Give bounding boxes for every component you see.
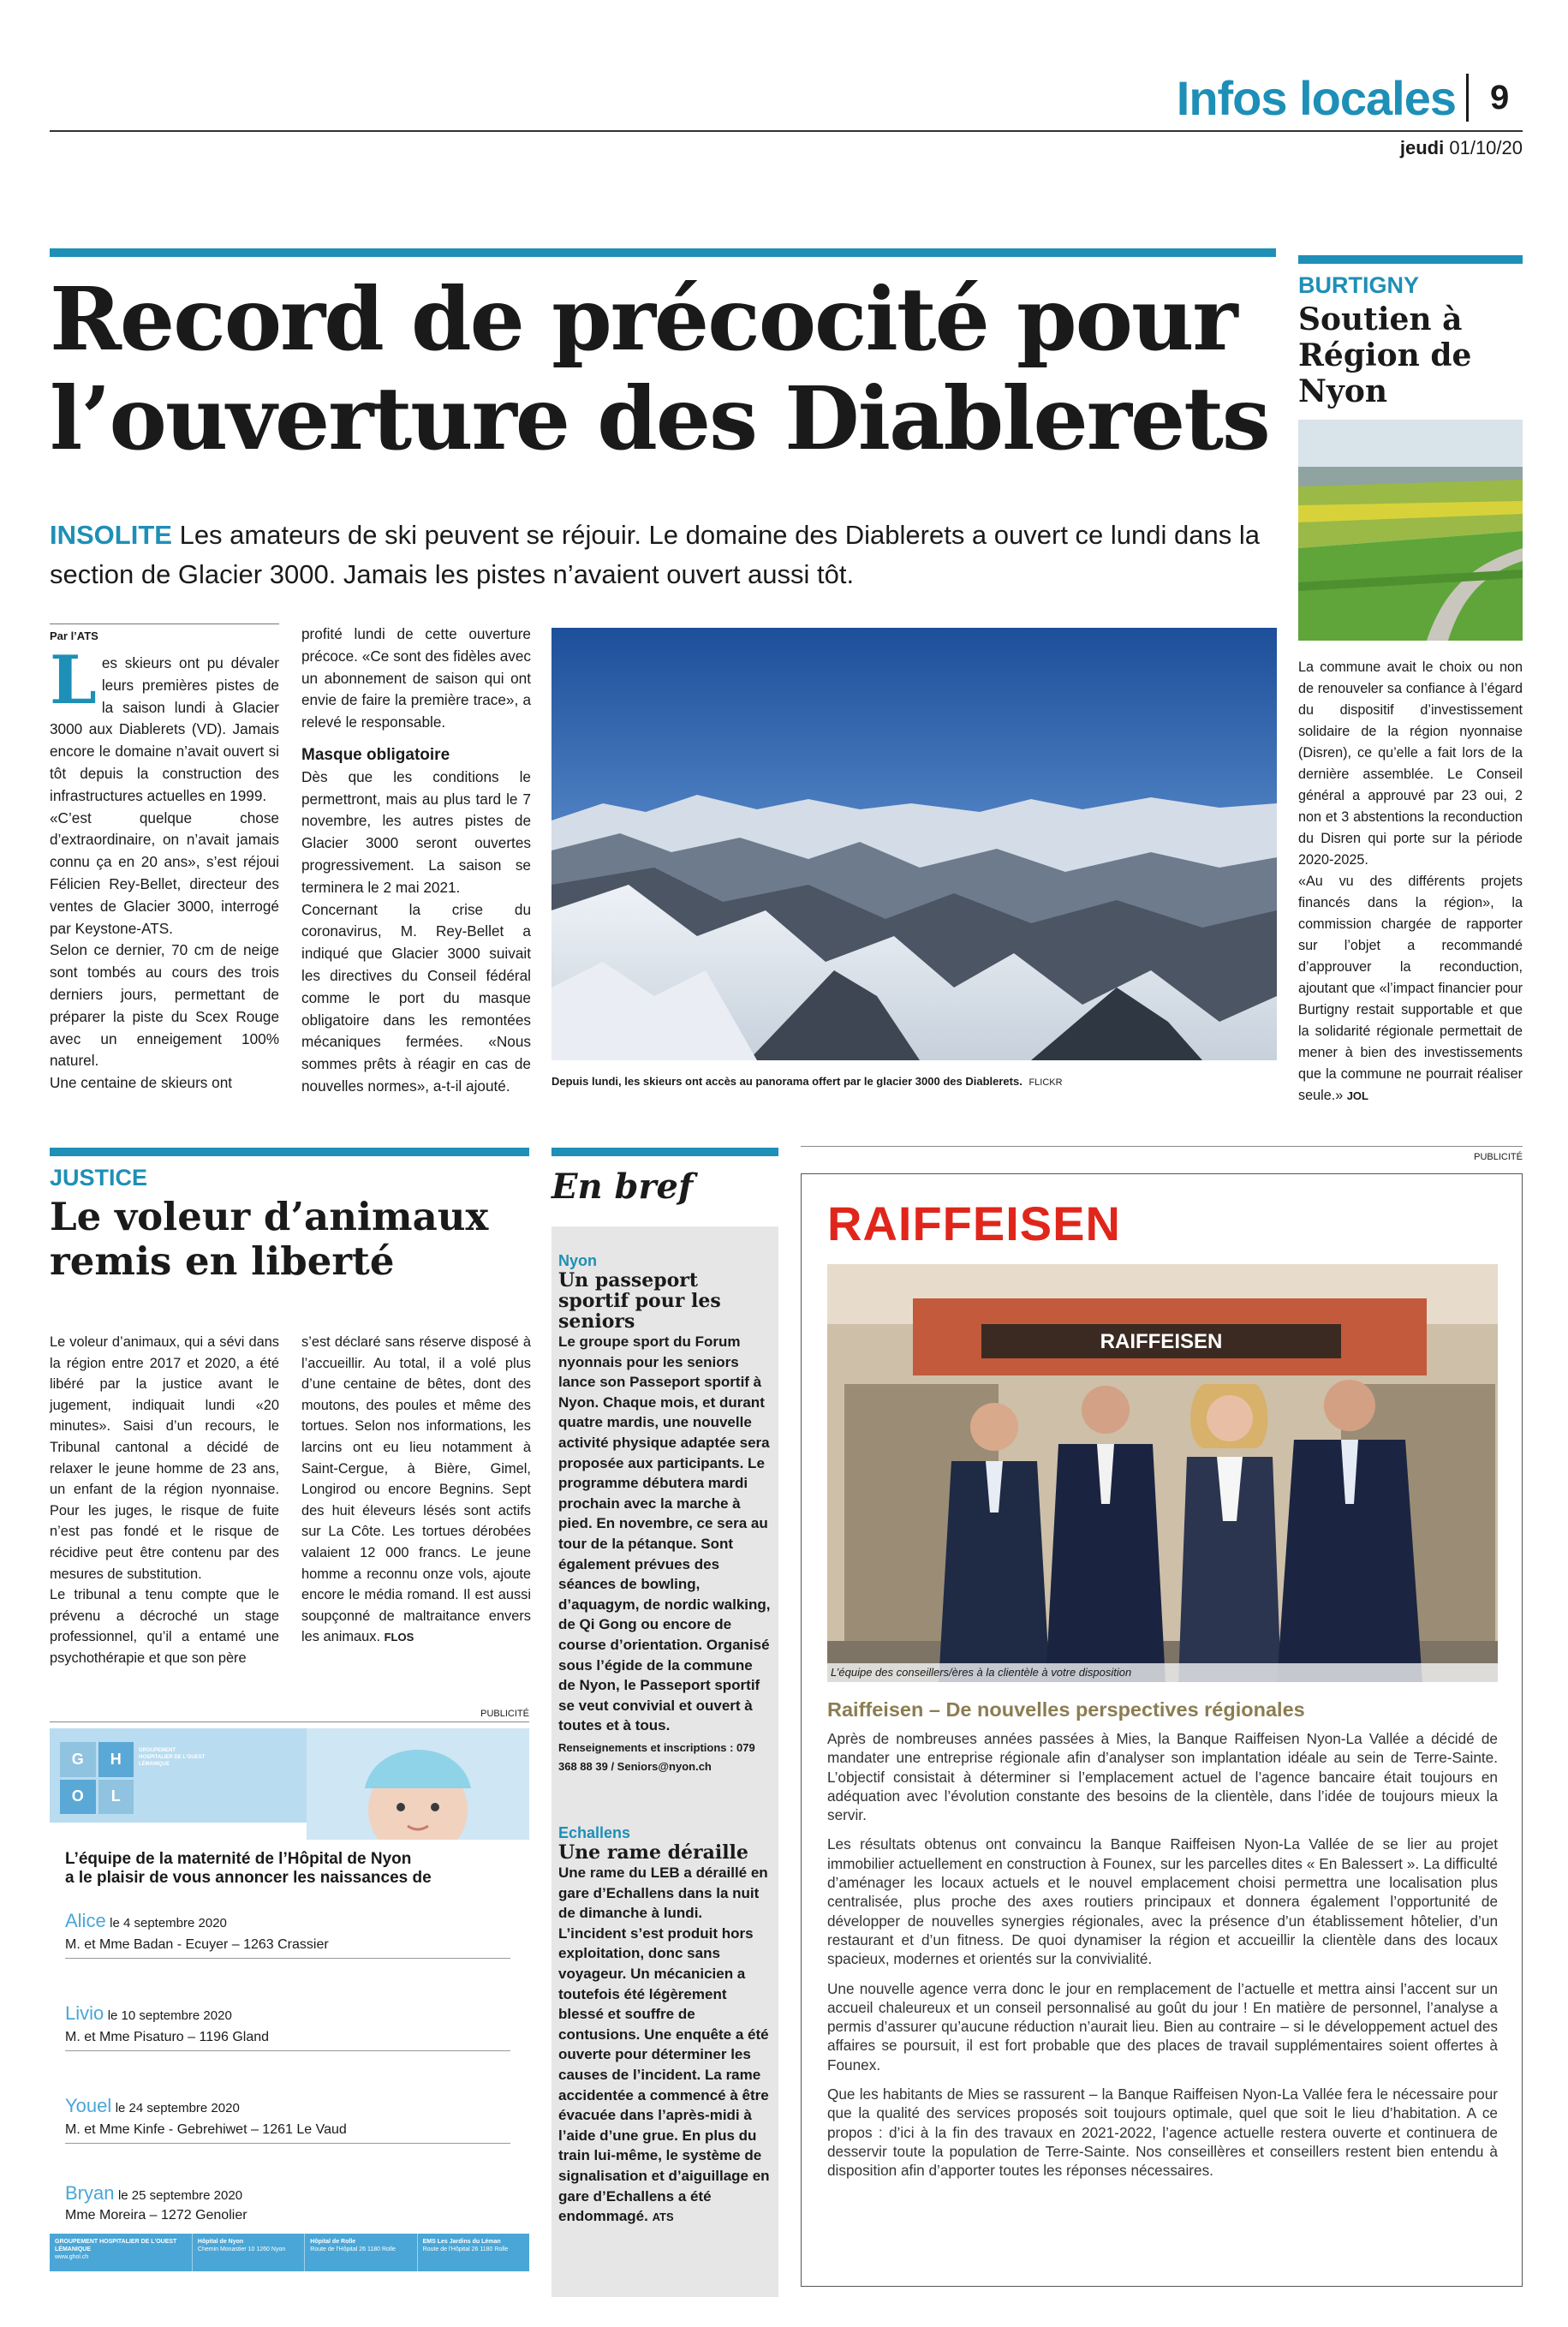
justice-headline-line1: Le voleur d’animaux — [50, 1194, 489, 1239]
maternity-footer-item-4 — [417, 2234, 529, 2271]
justice-headline-line2: remis en liberté — [50, 1238, 395, 1284]
photo-caption-text: Depuis lundi, les skieurs ont accès au panorama offert par le glacier 3000 des Diablerets. — [551, 1075, 1022, 1088]
maternity-headline-line1: L’équipe de la maternité de l’Hôpital de Nyon — [65, 1850, 412, 1868]
issue-date-value: 01/10/20 — [1449, 137, 1523, 158]
sidebar-paragraph-2-text: «Au vu des différents projets financés dans la région», la commission chargée de rapporter sur l’objet a recommandé d’approuver la reconduction, ajoutant que «l’impact financier pour Burtigny restait supportable et que la solidarité régionale permettait de mener à bien des investissements que la commune ne pourrait réaliser seule.» — [1298, 874, 1523, 1103]
col1-body — [50, 641, 279, 1095]
birth-2-parents: M. et Mme Pisaturo – 1196 Gland — [65, 2030, 270, 2044]
footer-2-title: Hôpital de Nyon — [197, 2239, 244, 2245]
item1-title: Un passeport sportif pour les seniors — [558, 1269, 721, 1333]
raiffeisen-paragraph-1: Après de nombreuses années passées à Mies, la Banque Raiffeisen Nyon-La Vallée a décidé de mandater une entreprise régionale afin d’analyser son implantation idéale au sein de Terre-Sainte. L’objectif consistait à déterminer si l’emplacement actuel de l’agence bancaire était toujours en adéquation avec l’évolution constante des besoins de la clientèle, dans l’idée de toujours mieux la servir. — [827, 1730, 1498, 1824]
header-rule — [50, 130, 1523, 132]
col2-subhead: Masque obligatoire — [301, 745, 450, 764]
ghol-logo-letter-g: G — [60, 1742, 96, 1777]
justice-col2-text: s’est déclaré sans réserve disposé à l’accueillir. Au total, il a volé plus d’une centaine de bêtes, dont des moutons, des poules et même des tortues. Selon nos informations, les larcins ont eu lieu notamment à Saint-Cergue, à Bière, Gimel, Longirod ou encore Begnins. Sept des huit éleveurs lésés sont actifs sur La Côte. Les tortues dérobées valaient 12 000 francs. Le jeune homme a reconnu onze vols, ajoute encore le média romand. Il est aussi soupçonné de maltraitance envers les animaux. — [301, 1334, 531, 1645]
justice-col1 — [50, 1332, 279, 1669]
main-article-rule — [50, 248, 1276, 257]
team-photo-image — [827, 1264, 1498, 1682]
issue-day: jeudi — [1399, 137, 1445, 158]
diablerets-photo — [551, 628, 1277, 1060]
maternity-ad — [50, 1728, 529, 2219]
photo-credit: FLICKR — [1028, 1077, 1063, 1088]
raiffeisen-ad-title: Raiffeisen – De nouvelles perspectives régionales — [827, 1698, 1305, 1721]
sidebar-rule — [1298, 255, 1523, 264]
raiffeisen-logo: RAIFFEISEN — [827, 1196, 1121, 1250]
item2-title: Une rame déraille — [558, 1841, 748, 1864]
raiffeisen-ad-top-rule — [801, 1146, 1523, 1147]
birth-3-rule — [65, 2143, 510, 2144]
col2-paragraph-2: Dès que les conditions le permettront, mais au plus tard le 7 novembre, les autres pistes de Glacier 3000 seront ouvertes progressivement. La saison se terminera le 2 mai 2021. — [301, 767, 531, 896]
footer-1-sub: www.ghol.ch — [55, 2254, 89, 2260]
col1-paragraph-2: «C’est quelque chose d’extraordinaire, on n’avait jamais connu ça en 20 ans», s’est réjoui Félicien Rey-Bellet, directeur des ventes de Glacier 3000, interrogé par Keystone-ATS. — [50, 808, 279, 937]
photo-caption-bar: L’équipe des conseillers/ères à la clientèle à votre disposition — [827, 1663, 1498, 1682]
birth-1-name: Alice — [65, 1910, 106, 1931]
header-divider — [1466, 74, 1469, 122]
raiffeisen-team-photo — [827, 1264, 1498, 1682]
item1-info: Renseignements et inscriptions : 079 368 88 39 / Seniors@nyon.ch — [558, 1740, 755, 1773]
main-article-col1 — [50, 624, 279, 1095]
main-article-col2 — [301, 624, 531, 1098]
main-headline-line2: l’ouverture des Diablerets — [50, 367, 1269, 469]
justice-rule — [50, 1148, 529, 1156]
birth-announcement-1 — [65, 1910, 510, 1959]
baby-photo — [307, 1728, 529, 1840]
item1-text: Le groupe sport du Forum nyonnais pour les seniors lance son Passeport sportif à Nyon. Chaque mois, et durant quatre mardis, une nouvelle activité physique adaptée sera proposée aux participants. Le programme débutera mardi prochain avec la marche à pied. En novembre, ce sera au tour de la pétanque. Sont également prévues des séances de bowling, d’aquagym, de nordic walking, de Qi Gong ou encore de course d’orientation. Organisé sous l’égide de la commune de Nyon, le Passeport sportif se veut convivial et ouvert à toutes et à tous. — [558, 1334, 771, 1734]
birth-announcement-4 — [65, 2182, 510, 2205]
justice-signature: FLOS — [384, 1631, 414, 1644]
birth-1-date: le 4 septembre 2020 — [110, 1916, 227, 1930]
birth-2-date: le 10 septembre 2020 — [107, 2008, 232, 2023]
raiffeisen-publicite-label: PUBLICITÉ — [1474, 1152, 1523, 1162]
col1-paragraph-3: Selon ce dernier, 70 cm de neige sont tombés au cours des trois derniers jours, permettant de préparer la piste du Scex Rouge avec un enneigement 100% naturel. — [50, 941, 279, 1070]
birth-4-date: le 25 septembre 2020 — [117, 2188, 243, 2203]
main-article-headline — [50, 270, 1291, 468]
raiffeisen-paragraph-2: Les résultats obtenus ont convaincu la Banque Raiffeisen Nyon-La Vallée de se lier au projet immobilier actuellement en construction à Founex, sur les parcelles dites « En Balessert ». La difficulté d’aménager les locaux actuels et le nouvel emplacement choisi permettra une localisation plus centralisée, plus proche des axes routiers principaux et donnera également l’opportunité de développer de nouvelles synergies régionales, avec la présence d’un établissement hôtelier, d’un restaurant et d’un fitness. De quoi dynamiser la région et accueillir la clientèle dans des locaux spacieux, modernes et orientés sur la convivialité. — [827, 1835, 1498, 1968]
issue-date — [1336, 137, 1523, 159]
maternity-footer-item-2 — [192, 2234, 304, 2271]
ghol-logo-letter-h: H — [98, 1742, 134, 1777]
ghol-logo-text: GROUPEMENT HOSPITALIER DE L'OUEST LÉMANIQUE — [139, 1748, 206, 1767]
team-photo-sign-text: RAIFFEISEN — [1100, 1330, 1223, 1353]
justice-col1-paragraph-1: Le voleur d’animaux, qui a sévi dans la région entre 2017 et 2020, a été libéré par la justice avant le jugement, indiquait lundi «20 minutes». Saisi d’un recours, le Tribunal cantonal a décidé de relaxer le jeune homme de 23 ans, un enfant de la région nyonnaise. Pour les juges, le risque de fuite n’est pas fondé et le risque de récidive peut être contenu par des mesures de substitution. — [50, 1334, 279, 1582]
photo-caption — [551, 1075, 1279, 1088]
raiffeisen-ad — [801, 1173, 1523, 2287]
justice-col1-paragraph-2: Le tribunal a tenu compte que le prévenu a décroché un stage professionnel, qu’il a entamé une psychothérapie et que son père — [50, 1587, 279, 1666]
main-article-lead — [50, 516, 1266, 594]
sidebar-body — [1298, 657, 1523, 1107]
raiffeisen-paragraph-3: Une nouvelle agence verra donc le jour en remplacement de l’actuelle et mettra ainsi l’accent sur un accueil chaleureux et un conseil personnalisé au goût du jour ! En matière de personnel, l’analyse a permis d’assurer qu’aucune réduction n’aurait lieu. Bien au contraire – si le développement actuel des affaires se poursuit, il est fort probable que des places de travail supplémentaires soient offertes à Founex. — [827, 1979, 1498, 2073]
birth-3-name: Youel — [65, 2095, 112, 2116]
lead-kicker: INSOLITE — [50, 520, 172, 550]
sidebar-title: Soutien à Région de Nyon — [1298, 301, 1472, 409]
footer-1-title: GROUPEMENT HOSPITALIER DE L'OUEST LÉMANIQUE — [55, 2239, 177, 2252]
maternity-publicite-label: PUBLICITÉ — [480, 1709, 529, 1719]
col2-paragraph-3: Concernant la crise du coronavirus, M. Rey-Bellet a indiqué que Glacier 3000 suivait les directives du Conseil fédéral comme le port du masque obligatoire dans les remontées mécaniques fermées. «Nous sommes prêts à réagir en cas de nouvelles normes», a-t-il ajouté. — [301, 900, 531, 1095]
sidebar-paragraph-1: La commune avait le choix ou non de renouveler sa confiance à l’égard du dispositif d’investissement solidaire de la région nyonnaise (Disren), ce qu’elle a fait lors de la dernière assemblée. Le Conseil général a approuvé par 23 oui, 2 non et 3 abstentions la reconduction du Disren qui porte sur la période 2020-2025. — [1298, 659, 1523, 868]
item2-text-body: Une rame du LEB a déraillé en gare d’Echallens dans la nuit de dimanche à lundi. L’incident s’est produit hors exploitation, donc sans voyageur. Un mécanicien a toutefois été légèrement blessé et souffre de contusions. Une enquête a été ouverte pour déterminer les causes de l’incident. La rame accidentée a commencé à être évacuée dans l’après-midi à l’aide d’une grue. En plus du train lui-même, le système de signalisation et d’aiguillage en gare d’Echallens a été endommagé. — [558, 1865, 770, 2225]
col1-paragraph-1: es skieurs ont pu dévaler leurs premières pistes de la saison lundi à Glacier 3000 aux Diablerets (VD). Jamais encore le domaine n’avait ouvert si tôt depuis la construction des infrastructures actuelles en 1999. — [50, 654, 279, 804]
item2-signature: ATS — [652, 2211, 674, 2224]
countryside-image — [1298, 420, 1523, 641]
en-bref-rule — [551, 1148, 778, 1156]
birth-announcement-3 — [65, 2095, 510, 2144]
birth-1-rule — [65, 1958, 510, 1959]
ghol-logo — [60, 1742, 134, 1814]
birth-4-name: Bryan — [65, 2182, 115, 2204]
section-title: Infos locales — [1176, 71, 1456, 125]
justice-col2-paragraph-1 — [301, 1332, 531, 1649]
birth-2-rule — [65, 2050, 510, 2051]
footer-2-sub: Chemin Monastier 10 1260 Nyon — [197, 2246, 286, 2252]
burtigny-photo — [1298, 420, 1523, 641]
justice-col2 — [301, 1332, 531, 1649]
col2-paragraph-1: profité lundi de cette ouverture précoce. «Ce sont des fidèles avec un abonnement de saison qui ont envie de faire la première trace», a relevé le responsable. — [301, 625, 531, 731]
item1-place: Nyon — [558, 1252, 597, 1269]
justice-kicker: JUSTICE — [50, 1165, 148, 1190]
main-headline-line1: Record de précocité pour — [50, 268, 1237, 370]
footer-4-title: EMS Les Jardins du Léman — [422, 2239, 501, 2245]
maternity-footer-item-1 — [50, 2234, 192, 2271]
birth-announcement-2 — [65, 2002, 510, 2051]
birth-4-parents-line: Mme Moreira – 1272 Genolier — [65, 2208, 247, 2223]
ghol-logo-letter-l: L — [98, 1780, 134, 1815]
birth-2-name: Livio — [65, 2002, 104, 2024]
footer-3-sub: Route de l'Hôpital 26 1180 Rolle — [310, 2246, 396, 2252]
sidebar-signature: JOL — [1346, 1089, 1368, 1102]
page-number: 9 — [1490, 79, 1510, 116]
sidebar-kicker: BURTIGNY — [1298, 272, 1419, 298]
birth-3-date: le 24 septembre 2020 — [115, 2101, 240, 2115]
col1-paragraph-4: Une centaine de skieurs ont — [50, 1074, 233, 1092]
ghol-logo-letter-o: O — [60, 1780, 96, 1815]
maternity-headline-line2: a le plaisir de vous annoncer les naissances de — [65, 1869, 432, 1887]
en-bref-title: En bref — [551, 1166, 694, 1207]
maternity-footer — [50, 2234, 529, 2271]
sidebar-paragraph-2 — [1298, 871, 1523, 1107]
maternity-headline — [65, 1850, 510, 1888]
footer-4-sub: Route de l'Hôpital 26 1180 Rolle — [422, 2246, 509, 2252]
byline: Par l’ATS — [50, 629, 98, 642]
maternity-footer-item-3 — [304, 2234, 416, 2271]
birth-1-parents: M. et Mme Badan - Ecuyer – 1263 Crassier — [65, 1937, 329, 1952]
footer-3-title: Hôpital de Rolle — [310, 2239, 356, 2245]
baby-image — [307, 1728, 529, 1840]
justice-headline — [50, 1195, 529, 1284]
item2-place: Echallens — [558, 1824, 631, 1841]
raiffeisen-paragraph-4: Que les habitants de Mies se rassurent – la Banque Raiffeisen Nyon-La Vallée fera le nécessaire pour que la qualité des services proposés soit toujours optimale, quel que soit le lieu d’habitation. A ce propos : d’ici à la fin des travaux en 2021-2022, l’agence actuelle restera ouverte et continuera de desservir toute la population de Terre-Sainte. Nos conseillères et conseillers restent bien entendu à disposition afin d’apporter toutes les réponses nécessaires. — [827, 2085, 1498, 2180]
en-bref-item-2 — [558, 1824, 772, 2228]
mountain-panorama-image — [551, 628, 1277, 1060]
maternity-ad-rule — [50, 1721, 529, 1722]
raiffeisen-ad-body — [827, 1729, 1498, 2181]
dropcap: L — [50, 641, 97, 719]
en-bref-item-1 — [558, 1252, 772, 1776]
birth-3-parents: M. et Mme Kinfe - Gebrehiwet – 1261 Le Vaud — [65, 2122, 347, 2137]
lead-text: Les amateurs de ski peuvent se réjouir. Le domaine des Diablerets a ouvert ce lundi dans la section de Glacier 3000. Jamais les pistes n’avaient ouvert aussi tôt. — [50, 520, 1260, 589]
item2-text — [558, 1863, 772, 2228]
